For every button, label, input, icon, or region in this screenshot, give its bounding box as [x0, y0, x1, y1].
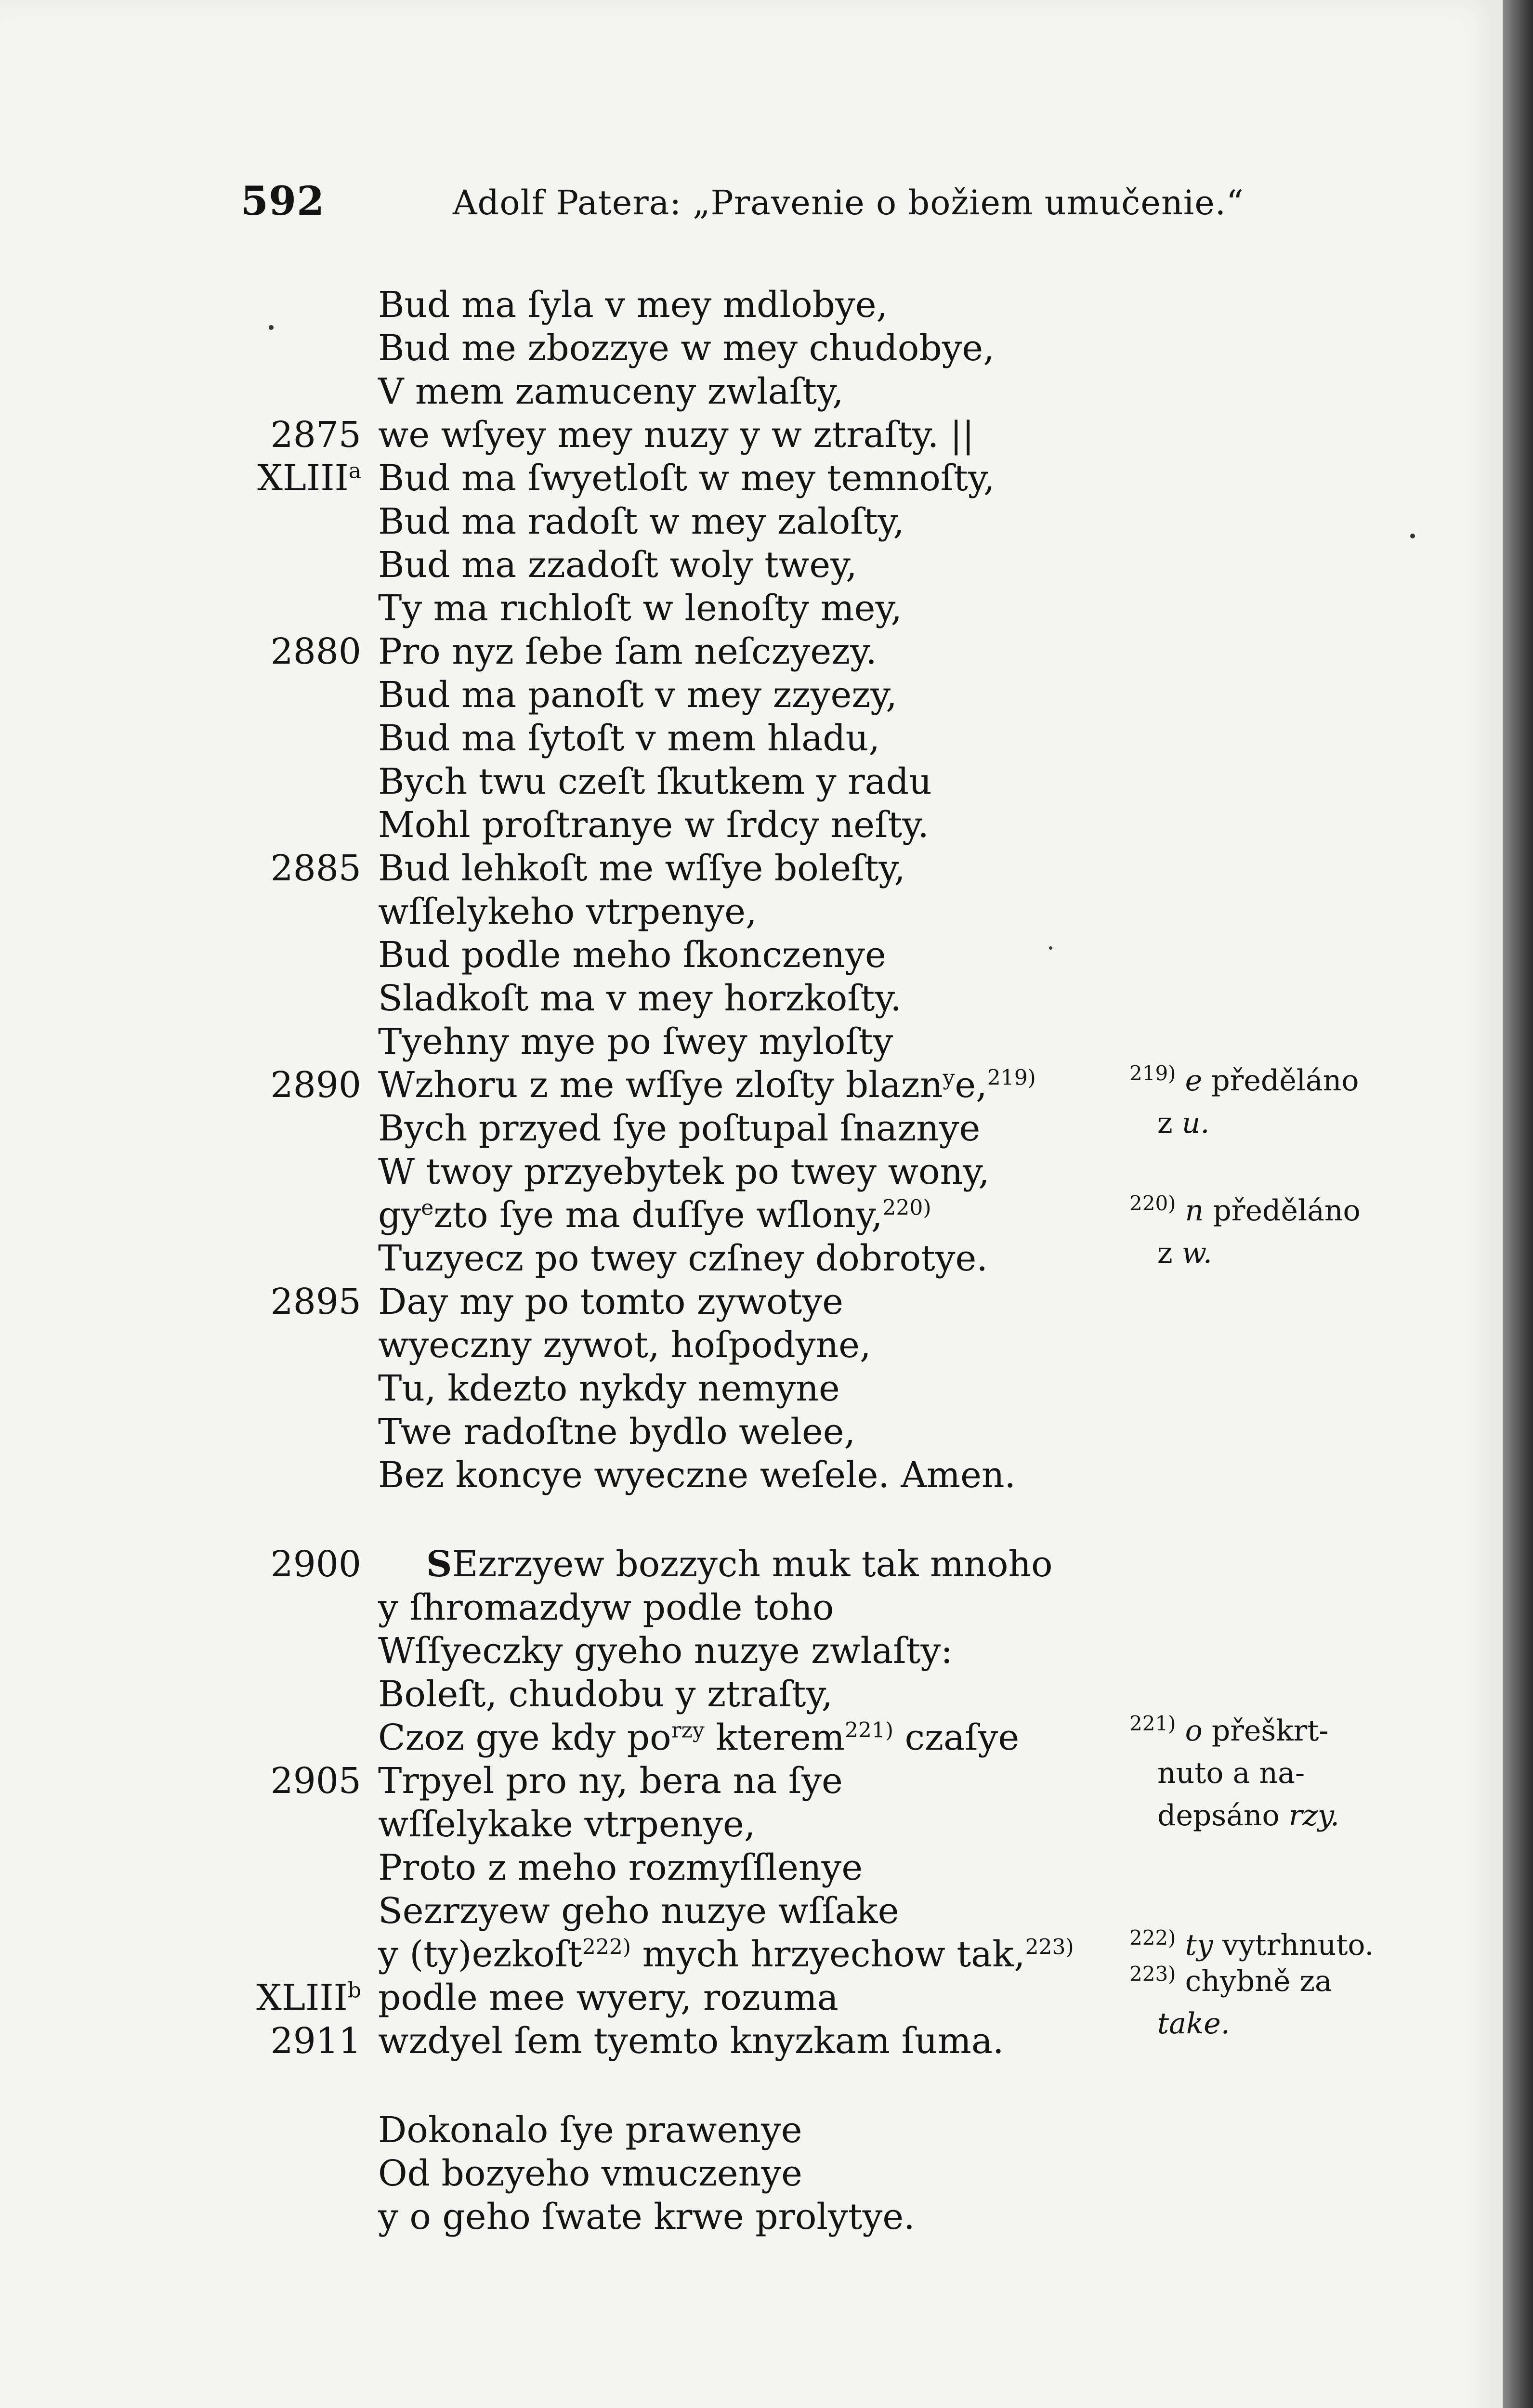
- verse-text-part: Czoz gye kdy po: [378, 1717, 671, 1758]
- verse-text-part: e,: [955, 1064, 987, 1106]
- line-number: [271, 848, 361, 889]
- line-number: [271, 1064, 361, 1106]
- verse-line-text: [378, 1238, 988, 1279]
- footnote-number: 219): [1129, 1061, 1176, 1085]
- verse-text-part: Bych przyed ſye poſtupal ſnaznye: [378, 1108, 981, 1149]
- verse-line-text: [378, 2020, 1004, 2062]
- verse-text-part: V mem zamuceny zwlaſty,: [378, 371, 844, 412]
- superscript-letter: y: [943, 1065, 955, 1090]
- verse-line: [0, 761, 1503, 804]
- footnote-line: [1129, 1102, 1359, 1144]
- verse-text-part: Bud podle meho ſkonczenye: [378, 934, 886, 976]
- verse-text-part: y (ty)ezkoſt: [378, 1934, 582, 1975]
- verse-line: [0, 1368, 1503, 1411]
- margin-footnote: [1129, 1190, 1361, 1274]
- verse-line: [0, 414, 1503, 458]
- line-number-text: 2905: [270, 1760, 361, 1802]
- verse-line-text: [378, 891, 757, 932]
- verse-line-text: [378, 934, 886, 976]
- footnote-line: [1129, 1232, 1361, 1274]
- verse-line: [0, 327, 1503, 371]
- superscript-letter: rzy: [671, 1718, 705, 1743]
- verse-line-text: [378, 848, 905, 889]
- verse-line-text: [378, 1194, 931, 1236]
- verse-line: [0, 674, 1503, 718]
- verse-line: [0, 1324, 1503, 1368]
- line-number: [271, 631, 361, 672]
- footnote-ref: 219): [987, 1065, 1036, 1090]
- verse-line: [0, 2153, 1503, 2196]
- line-number: [271, 1281, 361, 1322]
- verse-text-part: Tyehny mye po ſwey myloſty: [378, 1021, 893, 1062]
- verse-line: [0, 718, 1503, 761]
- verse-line-text: [426, 1544, 1053, 1585]
- verse-text-part: mych hrzyechow tak,: [631, 1934, 1025, 1975]
- verse-line: [0, 2109, 1503, 2153]
- verse-line-text: [378, 761, 932, 802]
- verse-text-part: wſſelykeho vtrpenye,: [378, 891, 757, 932]
- verse-line-text: [378, 1411, 855, 1453]
- folio-marker: a: [348, 458, 361, 484]
- footnote-line: [1129, 1190, 1361, 1232]
- footnote-number: 221): [1129, 1712, 1176, 1735]
- verse-line: [0, 1021, 1503, 1064]
- footnote-number: 222): [1129, 1926, 1176, 1950]
- verse-text-part: Twe radoſtne bydlo welee,: [378, 1411, 856, 1453]
- verse-text-part: wyeczny zywot, hoſpodyne,: [378, 1324, 871, 1366]
- footnote-text: n: [1185, 1194, 1204, 1228]
- footnote-text: nuto a na-: [1157, 1756, 1305, 1790]
- verse-text-part: Bez koncye wyeczne weſele. Amen.: [378, 1454, 1016, 1496]
- verse-line-text: [378, 1847, 863, 1888]
- verse-line-text: [378, 414, 974, 456]
- verse-line-text: [378, 1717, 1019, 1758]
- verse-line-text: [378, 284, 888, 326]
- footnote-line: [1129, 1710, 1339, 1752]
- footnote-text: depsáno: [1157, 1799, 1289, 1832]
- footnote-text: přeškrt-: [1202, 1714, 1329, 1748]
- verse-text-part: czaſye: [893, 1717, 1020, 1758]
- verse-line: [0, 371, 1503, 414]
- verse-text-part: Boleſt, chudobu y ztraſty,: [378, 1674, 833, 1715]
- verse-line-text: [378, 458, 995, 499]
- verse-line-text: [378, 1064, 1036, 1106]
- verse-text-part: Bud ma radoſt w mey zaloſty,: [378, 501, 904, 542]
- line-number-text: 2885: [270, 848, 361, 889]
- verse-line-text: [378, 1890, 899, 1932]
- verse-line-text: [378, 978, 902, 1019]
- page-number: 592: [241, 178, 325, 224]
- verse-text-part: Wſſyeczky gyeho nuzye zwlaſty:: [378, 1630, 953, 1672]
- verse-line: [0, 891, 1503, 934]
- verse-text-part: Bud lehkoſt me wſſye boleſty,: [378, 848, 905, 889]
- verse-text-part: Tu, kdezto nykdy nemyne: [378, 1368, 840, 1409]
- verse-line-text: [378, 1587, 834, 1628]
- verse-line-text: [378, 501, 904, 542]
- line-number-text: 2890: [270, 1064, 361, 1106]
- verse-line: [0, 544, 1503, 588]
- footnote-ref: 220): [882, 1195, 931, 1220]
- footnote-line: [1129, 1794, 1339, 1837]
- line-number-text: XLIII: [257, 458, 349, 499]
- verse-line: [0, 458, 1503, 501]
- footnote-text: vytrhnuto.: [1213, 1928, 1374, 1962]
- footnote-text: ty: [1185, 1928, 1213, 1962]
- verse-text-part: Mohl proſtranye w ſrdcy neſty.: [378, 804, 929, 846]
- footnote-text: u.: [1181, 1106, 1210, 1140]
- page-header: [0, 178, 1503, 231]
- verse-text-part: Ezrzyew bozzych muk tak mnoho: [452, 1544, 1053, 1585]
- verse-line-text: [378, 804, 929, 846]
- verse-line-text: [378, 1108, 980, 1149]
- verse-text-part: Trpyel pro ny, bera na ſye: [378, 1760, 843, 1802]
- verse-line-text: [378, 588, 902, 629]
- verse-line-text: [378, 2196, 915, 2238]
- footnote-text: e: [1185, 1064, 1203, 1098]
- verse-text-part: Sezrzyew geho nuzye wſſake: [378, 1890, 899, 1932]
- footnote-text: z: [1157, 1106, 1182, 1140]
- line-number-text: XLIII: [256, 1977, 348, 2018]
- verse-line-text: [378, 1760, 843, 1802]
- line-number: [256, 1977, 361, 2018]
- verse-line: [0, 978, 1503, 1021]
- footnote-text: z: [1157, 1236, 1182, 1270]
- verse-text-part: Bych twu czeſt ſkutkem y radu: [378, 761, 932, 802]
- verse-line: [0, 501, 1503, 544]
- footnote-number: 223): [1129, 1962, 1176, 1986]
- verse-text-part: Bud ma ſwyetloſt w mey temnoſty,: [378, 458, 995, 499]
- verse-line-text: [378, 718, 880, 759]
- verse-line: [0, 1411, 1503, 1454]
- running-title: Adolf Patera: „Pravenie o božiem umučenie.“: [453, 183, 1244, 222]
- line-number-text: 2875: [270, 414, 361, 456]
- verse-line: [0, 1630, 1503, 1674]
- initial-letter: S: [426, 1544, 452, 1585]
- verse-text-part: Bud me zbozzye w mey chudobye,: [378, 327, 995, 369]
- margin-footnote: [1129, 1060, 1359, 1144]
- line-number: [271, 414, 361, 456]
- footnote-text: o: [1185, 1714, 1203, 1748]
- verse-text-part: Dokonalo ſye prawenye: [378, 2109, 802, 2151]
- verse-text-part: y ſhromazdyw podle toho: [378, 1587, 834, 1628]
- line-number-text: 2895: [270, 1281, 361, 1322]
- verse-text-part: Day my po tomto zywotye: [378, 1281, 844, 1322]
- ink-speck: [1049, 946, 1052, 950]
- footnote-line: [1129, 2002, 1332, 2045]
- verse-text-part: zto ſye ma duſſye wſlony,: [433, 1194, 883, 1236]
- verse-line-text: [378, 1324, 871, 1366]
- verse-line-text: [378, 1977, 839, 2018]
- verse-text-part: Proto z meho rozmyſſlenye: [378, 1847, 863, 1888]
- footnote-text: take.: [1157, 2007, 1230, 2041]
- verse-text-part: Od bozyeho vmuczenye: [378, 2153, 802, 2194]
- verse-line: [0, 1847, 1503, 1890]
- verse-text-part: Sladkoſt ma v mey horzkoſty.: [378, 978, 902, 1019]
- footnote-line: [1129, 1060, 1359, 1102]
- verse-text-part: wzdyel ſem tyemto knyzkam ſuma.: [378, 2020, 1004, 2062]
- verse-text-part: Pro nyz ſebe ſam neſczyezy.: [378, 631, 877, 672]
- verse-line: [0, 2196, 1503, 2239]
- footnote-ref: 221): [844, 1718, 894, 1743]
- verse-text-part: kterem: [704, 1717, 845, 1758]
- verse-line-text: [378, 1934, 1074, 1975]
- footnote-text: rzy.: [1288, 1799, 1340, 1832]
- footnote-ref: 222): [582, 1935, 631, 1960]
- verse-text-part: wſſelykake vtrpenye,: [378, 1804, 756, 1845]
- verse-text-part: we wſyey mey nuzy y w ztraſty. ||: [378, 414, 974, 456]
- verse-text-part: y o geho ſwate krwe prolytye.: [378, 2196, 915, 2238]
- verse-line-text: [378, 1674, 833, 1715]
- verse-line: [0, 934, 1503, 978]
- ink-speck: [269, 325, 274, 330]
- verse-text-part: Tuzyecz po twey czſney dobrotye.: [378, 1238, 988, 1279]
- verse-line: [0, 804, 1503, 848]
- line-number: [271, 1760, 361, 1802]
- verse-text-part: Bud ma ſytoſt v mem hladu,: [378, 718, 880, 759]
- footnote-text: předěláno: [1202, 1064, 1359, 1098]
- line-number-text: 2900: [270, 1544, 361, 1585]
- verse-line-text: [378, 1151, 990, 1192]
- footnote-line: [1129, 1960, 1332, 2002]
- line-number-text: 2880: [270, 631, 361, 672]
- ink-speck: [1410, 534, 1415, 538]
- verse-line-text: [378, 371, 844, 412]
- verse-text-part: Bud ma ſyla v mey mdlobye,: [378, 284, 888, 326]
- verse-text-part: W twoy przyebytek po twey wony,: [378, 1151, 990, 1192]
- page-edge-shadow: [1503, 0, 1533, 2408]
- line-number: [271, 2020, 361, 2062]
- verse-line-text: [378, 1281, 843, 1322]
- verse-line: [0, 1544, 1503, 1587]
- verse-line: [0, 284, 1503, 327]
- verse-line: [0, 1281, 1503, 1324]
- verse-text-part: gy: [378, 1194, 421, 1236]
- line-number: [271, 1544, 361, 1585]
- verse-line-text: [378, 631, 877, 672]
- line-number: [257, 458, 361, 499]
- verse-line-text: [378, 674, 897, 716]
- verse-line-text: [378, 544, 857, 586]
- verse-line-text: [378, 1630, 953, 1672]
- verse-text-part: Ty ma rıchloſt w lenoſty mey,: [378, 588, 902, 629]
- verse-line-text: [378, 2109, 802, 2151]
- verse-line: [0, 631, 1503, 674]
- verse-line-text: [378, 2153, 802, 2194]
- verse-line-text: [378, 1368, 840, 1409]
- verse-line: [0, 588, 1503, 631]
- margin-footnote: [1129, 1710, 1339, 1837]
- verse-line-text: [378, 1804, 755, 1845]
- footnote-number: 220): [1129, 1191, 1176, 1215]
- verse-line-text: [378, 327, 995, 369]
- footnote-text: w.: [1181, 1236, 1212, 1270]
- verse-line-text: [378, 1021, 893, 1062]
- verse-text-part: Wzhoru z me wſſye zloſty blazn: [378, 1064, 943, 1106]
- footnote-text: chybně za: [1185, 1964, 1332, 1998]
- footnote-line: [1129, 1752, 1339, 1794]
- verse-line: [0, 1454, 1503, 1498]
- verse-line: [0, 848, 1503, 891]
- folio-marker: b: [347, 1978, 361, 2003]
- verse-line: [0, 1151, 1503, 1194]
- verse-text-part: Bud ma panoſt v mey zzyezy,: [378, 674, 897, 716]
- verse-line: [0, 1587, 1503, 1630]
- verse-line-text: [378, 1454, 1016, 1496]
- footnote-text: předěláno: [1204, 1194, 1361, 1228]
- margin-footnote: [1129, 1960, 1332, 2045]
- line-number-text: 2911: [270, 2020, 361, 2062]
- verse-text-part: Bud ma zzadoſt woly twey,: [378, 544, 857, 586]
- verse-text-part: podle mee wyery, rozuma: [378, 1977, 839, 2018]
- superscript-letter: e: [421, 1195, 434, 1220]
- footnote-ref: 223): [1025, 1935, 1074, 1960]
